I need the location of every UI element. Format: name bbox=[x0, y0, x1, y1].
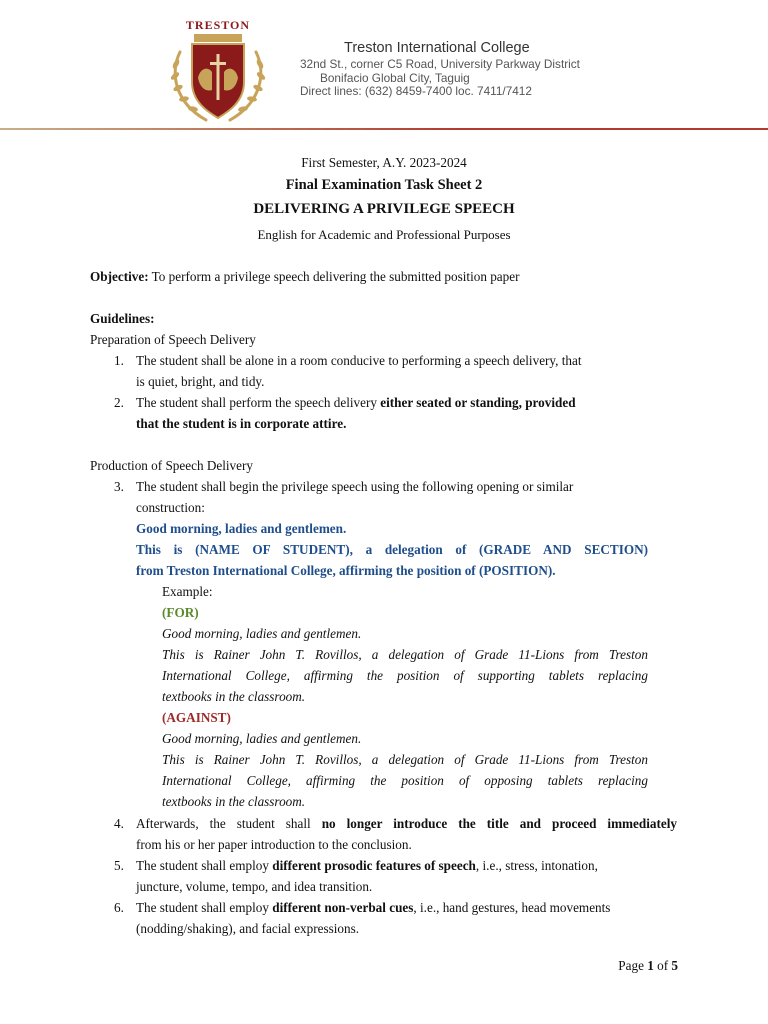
item-5-text: The student shall employ bbox=[136, 858, 273, 873]
page-label: Page bbox=[618, 958, 648, 973]
guidelines-heading: Guidelines: bbox=[90, 311, 155, 326]
for-line-2: This is Rainer John T. Rovillos, a delegation of Grade 11-Lions from Treston bbox=[162, 647, 648, 662]
page-total: 5 bbox=[671, 958, 678, 973]
item-6-tail: , i.e., hand gestures, head movements bbox=[413, 900, 611, 915]
item-1-line-2: is quiet, bright, and tidy. bbox=[136, 374, 265, 389]
objective-label: Objective: bbox=[90, 269, 149, 284]
item-5-number: 5. bbox=[114, 858, 124, 873]
item-4-line-2: from his or her paper introduction to the conclusion. bbox=[136, 837, 412, 852]
for-line-1: Good morning, ladies and gentlemen. bbox=[162, 626, 362, 641]
for-line-3: International College, affirming the position of supporting tablets replacing bbox=[162, 668, 648, 683]
institution-address-block bbox=[300, 40, 580, 99]
page-of: of bbox=[653, 958, 672, 973]
opening-line-1: Good morning, ladies and gentlemen. bbox=[136, 521, 347, 536]
item-5-emphasis: different prosodic features of speech bbox=[272, 858, 476, 873]
institution-name: Treston International College bbox=[344, 40, 530, 56]
direct-lines: Direct lines: (632) 8459-7400 loc. 7411/7412 bbox=[300, 84, 532, 98]
preparation-heading: Preparation of Speech Delivery bbox=[90, 332, 256, 347]
against-line-2: This is Rainer John T. Rovillos, a delegation of Grade 11-Lions from Treston bbox=[162, 752, 648, 767]
for-label: (FOR) bbox=[162, 605, 199, 620]
production-heading: Production of Speech Delivery bbox=[90, 458, 253, 473]
item-5-line-2: juncture, volume, tempo, and idea transition. bbox=[136, 879, 373, 894]
item-6-line-1 bbox=[136, 900, 610, 916]
item-4-line-1 bbox=[136, 816, 677, 832]
against-line-3: International College, affirming the position of opposing tablets replacing bbox=[162, 773, 648, 788]
against-line-1: Good morning, ladies and gentlemen. bbox=[162, 731, 362, 746]
opening-line-3: from Treston International College, affirming the position of (POSITION). bbox=[136, 563, 556, 578]
address-line-1: 32nd St., corner C5 Road, University Parkway District bbox=[300, 57, 580, 71]
semester-line: First Semester, A.Y. 2023-2024 bbox=[301, 155, 467, 170]
page-current: 1 bbox=[647, 958, 654, 973]
item-5-tail: , i.e., stress, intonation, bbox=[475, 858, 598, 873]
item-2-line-1 bbox=[136, 395, 576, 411]
example-label: Example: bbox=[162, 584, 213, 599]
against-line-4: textbooks in the classroom. bbox=[162, 794, 306, 809]
item-6-emphasis: different non-verbal cues bbox=[272, 900, 414, 915]
for-line-4: textbooks in the classroom. bbox=[162, 689, 306, 704]
item-3-line-1: The student shall begin the privilege speech using the following opening or similar bbox=[136, 479, 574, 494]
item-6-text: The student shall employ bbox=[136, 900, 273, 915]
item-1-number: 1. bbox=[114, 353, 124, 368]
item-4-text: Afterwards, the student shall bbox=[136, 816, 322, 831]
objective bbox=[90, 269, 520, 285]
address-line-2: Bonifacio Global City, Taguig bbox=[320, 70, 470, 85]
item-6-line-2: (nodding/shaking), and facial expressions. bbox=[136, 921, 360, 936]
item-6-number: 6. bbox=[114, 900, 124, 915]
crest-icon bbox=[166, 32, 270, 126]
document-subtitle: DELIVERING A PRIVILEGE SPEECH bbox=[253, 201, 515, 217]
item-2-emphasis: either seated or standing, provided bbox=[380, 395, 576, 410]
logo-wordmark: TRESTON bbox=[185, 18, 251, 32]
item-5-line-1 bbox=[136, 858, 598, 874]
item-4-number: 4. bbox=[114, 816, 124, 831]
item-2-number: 2. bbox=[114, 395, 124, 410]
course-name: English for Academic and Professional Purposes bbox=[257, 227, 511, 242]
opening-line-2: This is (NAME OF STUDENT), a delegation of (GRADE AND SECTION) bbox=[136, 542, 648, 557]
page-number bbox=[618, 958, 678, 974]
college-logo bbox=[166, 18, 270, 126]
header-divider bbox=[0, 128, 768, 130]
item-3-line-2: construction: bbox=[136, 500, 205, 515]
item-2-line-2: that the student is in corporate attire. bbox=[136, 416, 347, 431]
item-4-emphasis: no longer introduce the title and proceed immediately bbox=[321, 816, 677, 831]
item-1-line-1: The student shall be alone in a room conducive to performing a speech delivery, that bbox=[136, 353, 582, 368]
document-title: Final Examination Task Sheet 2 bbox=[285, 177, 483, 193]
objective-text: To perform a privilege speech delivering the submitted position paper bbox=[148, 269, 520, 284]
item-3-number: 3. bbox=[114, 479, 124, 494]
against-label: (AGAINST) bbox=[162, 710, 231, 725]
item-2-text: The student shall perform the speech delivery bbox=[136, 395, 381, 410]
